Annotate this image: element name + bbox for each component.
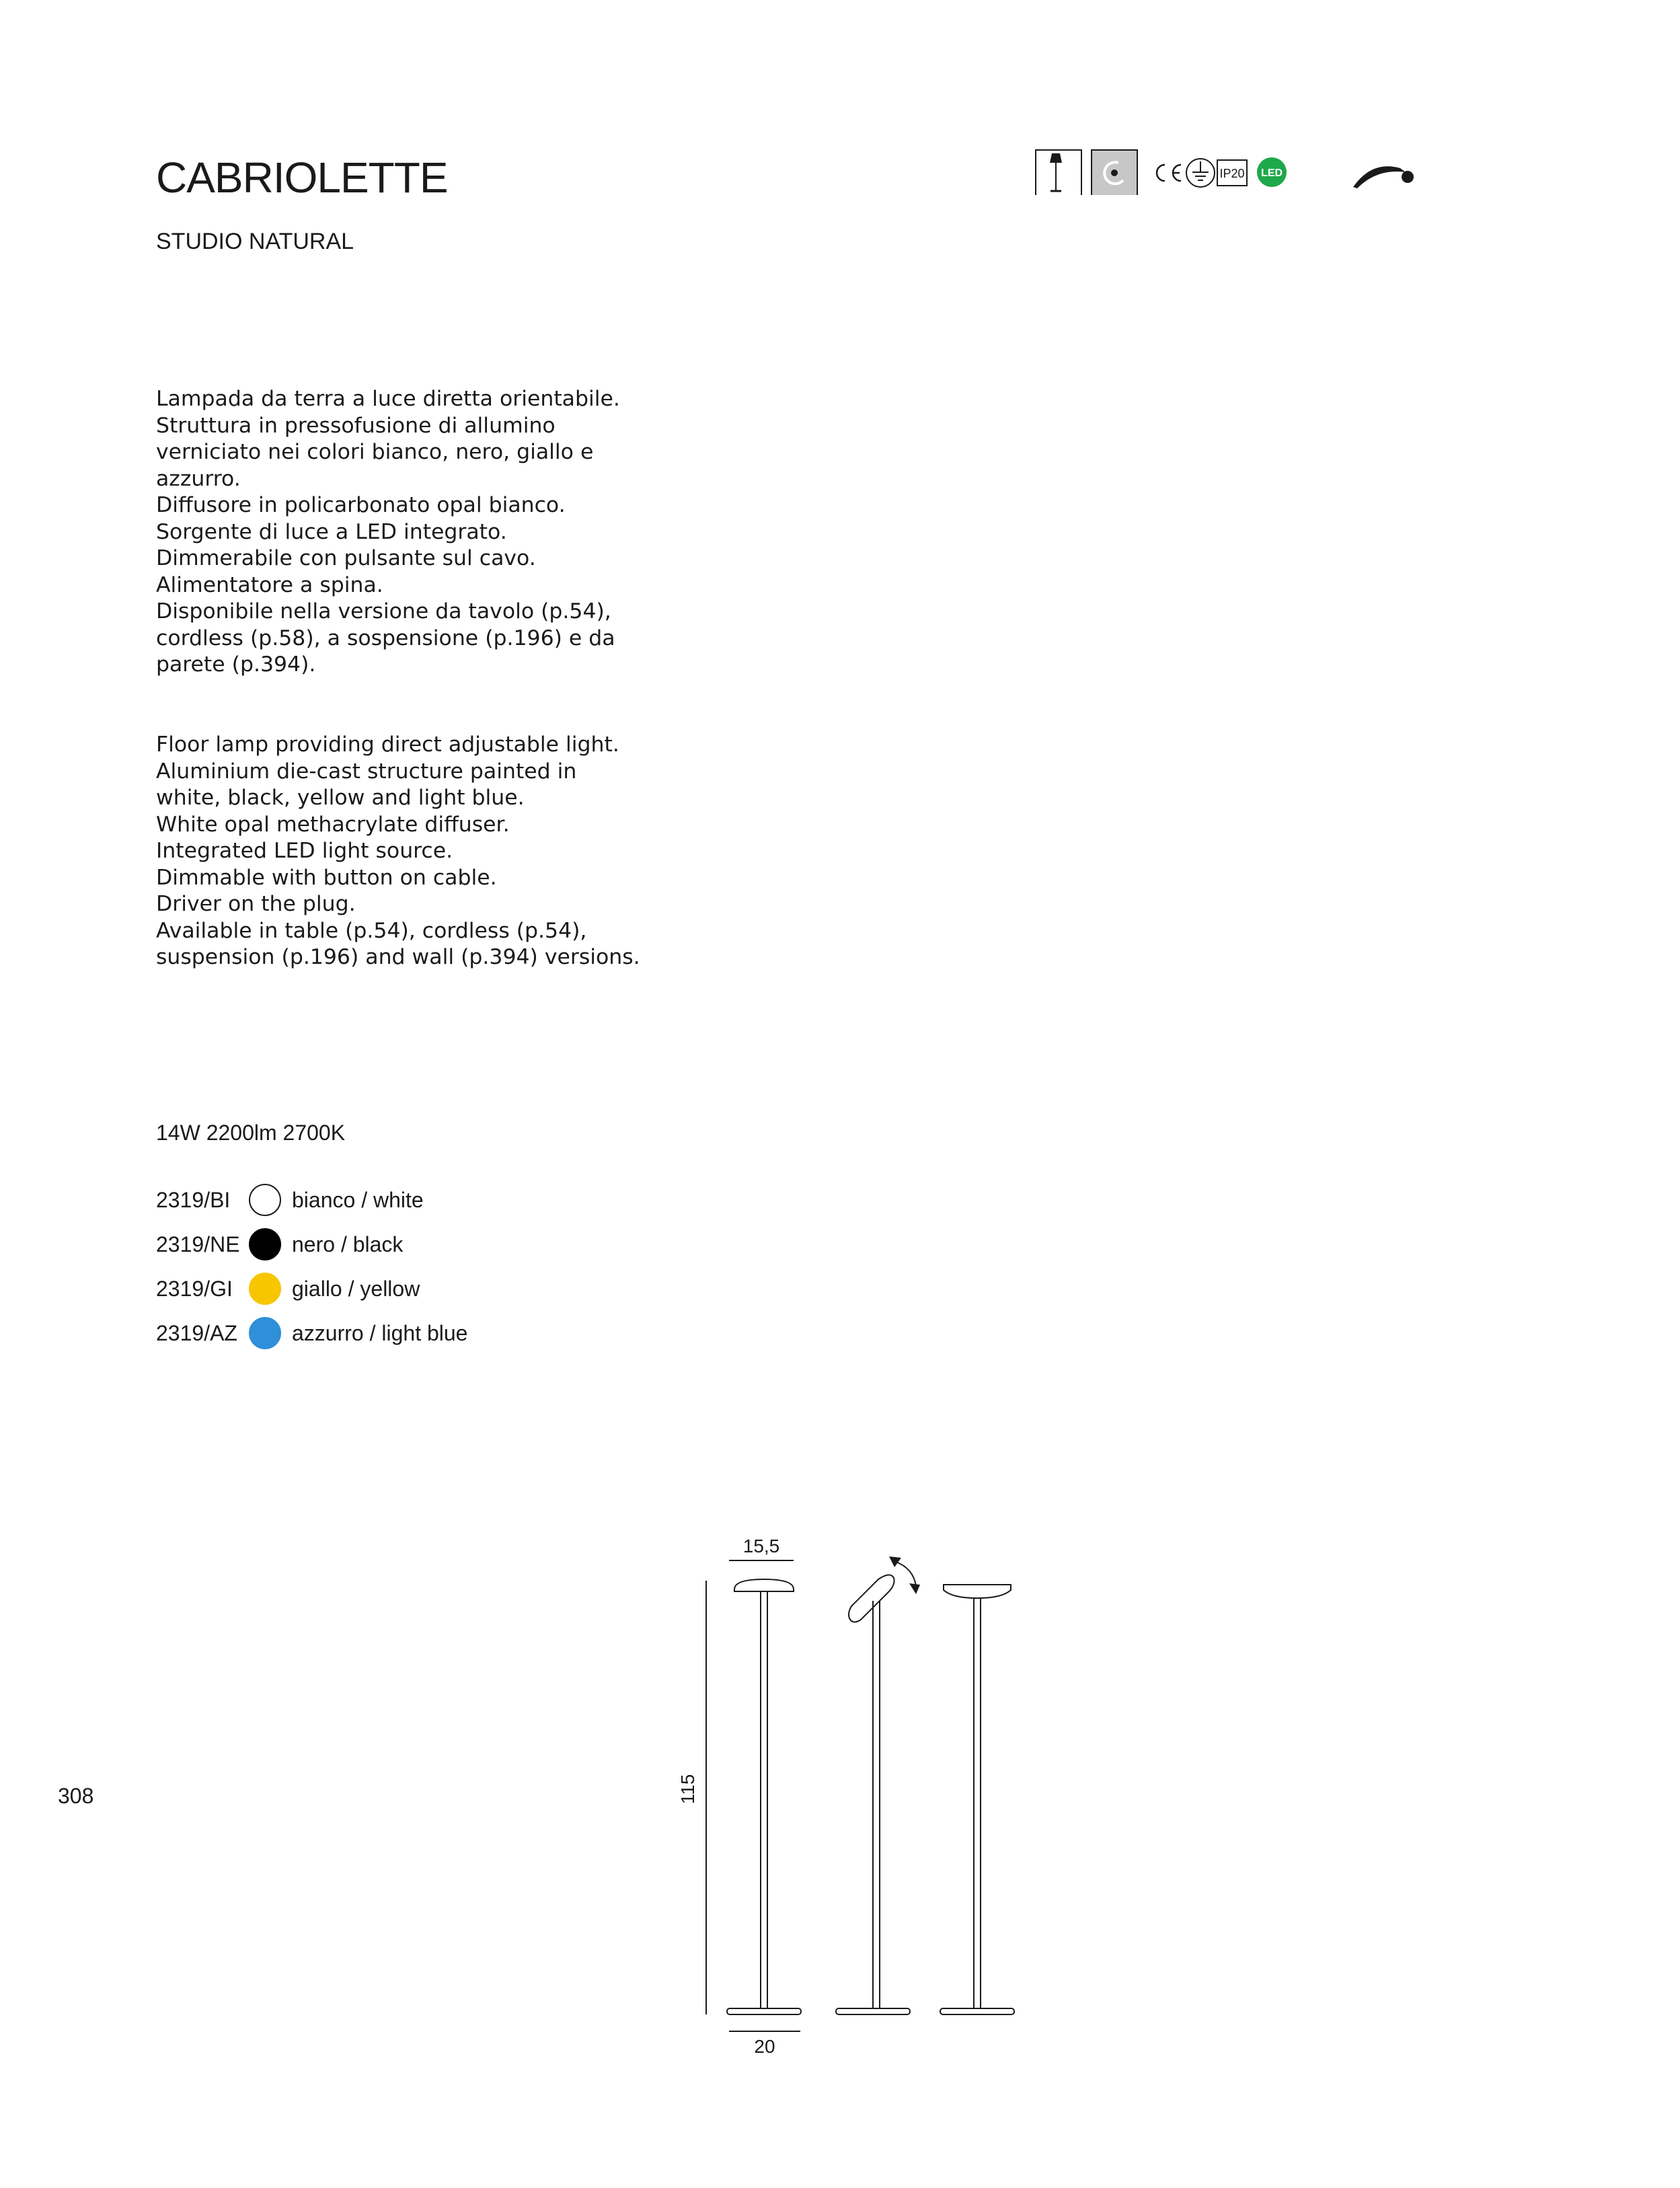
product-collection: STUDIO NATURAL	[156, 229, 354, 254]
color-swatch	[249, 1228, 281, 1260]
variant-row	[156, 1314, 560, 1355]
feature-icons	[1022, 148, 1426, 195]
description-line: Floor lamp providing direct adjustable light.	[156, 732, 619, 757]
led-badge	[1257, 157, 1287, 187]
color-swatch	[249, 1273, 281, 1305]
description-line: cordless (p.58), a sospensione (p.196) e da	[156, 626, 615, 650]
description-line: Dimmerabile con pulsante sul cavo.	[156, 546, 536, 570]
svg-text:LED: LED	[1261, 167, 1283, 179]
description-line: white, black, yellow and light blue.	[156, 786, 525, 810]
color-swatch	[249, 1184, 281, 1216]
svg-text:IP20: IP20	[1219, 167, 1245, 180]
description-line: Driver on the plug.	[156, 892, 356, 916]
description-line: parete (p.394).	[156, 652, 316, 677]
description-line: Lampada da terra a luce diretta orientabile.	[156, 387, 620, 411]
power-spec: 14W 2200lm 2700K	[156, 1121, 346, 1145]
description-line: Dimmable with button on cable.	[156, 865, 497, 890]
rotation-arrow-icon	[889, 1556, 920, 1594]
variant-code: 2319/BI	[156, 1188, 231, 1212]
ip20-badge	[1217, 160, 1247, 186]
variant-code: 2319/NE	[156, 1232, 240, 1256]
description-line: Integrated LED light source.	[156, 839, 453, 863]
color-swatch	[249, 1317, 281, 1349]
variant-color-name: nero / black	[292, 1232, 404, 1256]
description-line: Diffusore in policarbonato opal bianco.	[156, 493, 566, 517]
ce-mark-icon	[1157, 165, 1181, 181]
base-width-label: 20	[754, 2036, 775, 2057]
earth-ground-icon	[1186, 159, 1215, 187]
description-line: Aluminium die-cast structure painted in	[156, 759, 577, 784]
lamp-tilted-view	[836, 1575, 910, 2014]
adjustable-arc-icon	[1353, 166, 1414, 188]
variant-color-name: azzurro / light blue	[292, 1321, 468, 1345]
variant-code: 2319/AZ	[156, 1321, 237, 1345]
description-line: Sorgente di luce a LED integrato.	[156, 519, 507, 544]
variant-code: 2319/GI	[156, 1277, 233, 1301]
page-number: 308	[58, 1784, 94, 1808]
variant-color-name: giallo / yellow	[292, 1277, 420, 1301]
lamp-front-view	[727, 1579, 801, 2014]
description-line: Struttura in pressofusione di allumino	[156, 413, 556, 438]
description-line: azzurro.	[156, 466, 241, 491]
dimension-drawing	[659, 1520, 1076, 2058]
description-line: White opal methacrylate diffuser.	[156, 812, 510, 837]
variant-row	[156, 1181, 560, 1221]
adjustable-head-icon	[1092, 150, 1137, 195]
description-line: Available in table (p.54), cordless (p.54),	[156, 918, 587, 943]
description-line: verniciato nei colori bianco, nero, giallo e	[156, 440, 594, 464]
description-line: Disponibile nella versione da tavolo (p.54),	[156, 599, 611, 624]
description-italian	[156, 386, 667, 679]
head-width-label: 15,5	[742, 1536, 780, 1556]
description-line: suspension (p.196) and wall (p.394) versions.	[156, 945, 640, 969]
floor-lamp-icon	[1036, 150, 1081, 195]
height-label: 115	[677, 1774, 698, 1805]
variant-row	[156, 1270, 560, 1310]
variant-row	[156, 1225, 560, 1266]
lamp-side-view	[940, 1585, 1014, 2014]
product-title: CABRIOLETTE	[156, 153, 448, 202]
description-english	[156, 732, 667, 971]
variant-color-name: bianco / white	[292, 1188, 424, 1212]
description-line: Alimentatore a spina.	[156, 572, 383, 597]
